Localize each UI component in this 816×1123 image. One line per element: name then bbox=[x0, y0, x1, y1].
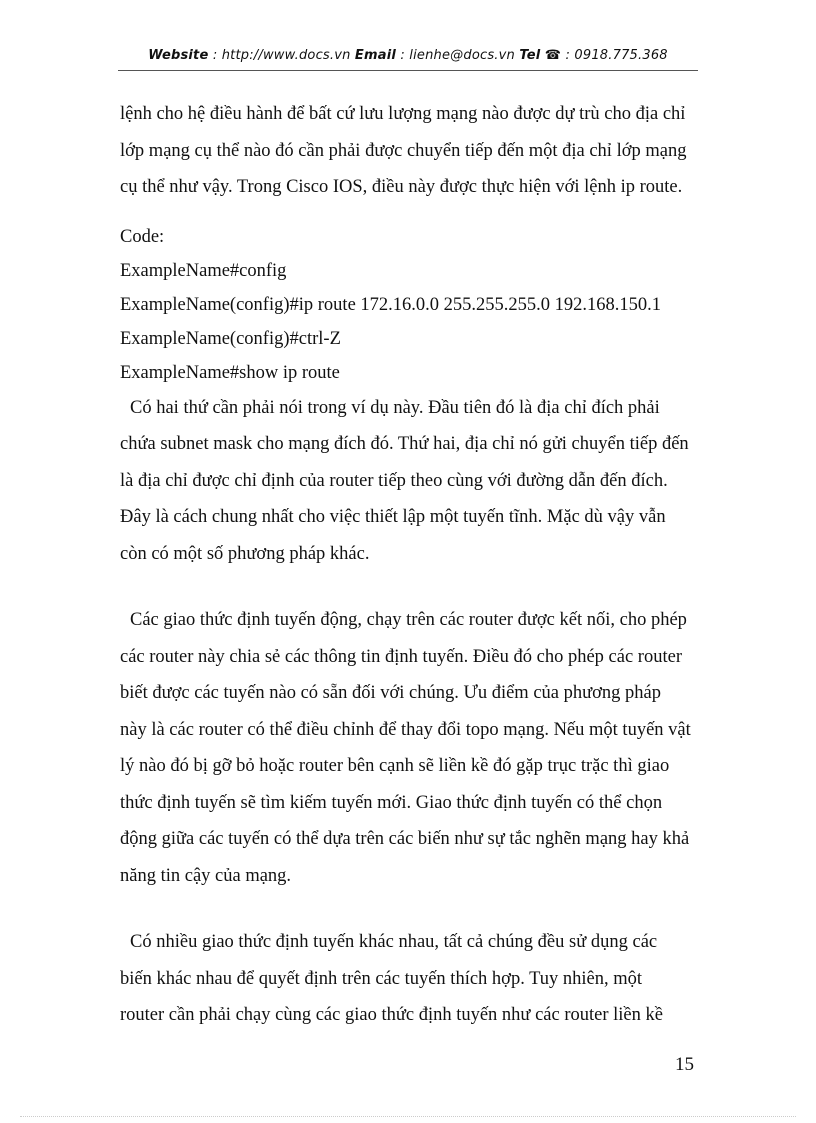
text-line: này là các router có thể điều chỉnh để thay đổi topo mạng. Nếu một tuyến vật bbox=[120, 719, 691, 740]
text-line: biết được các tuyến nào có sẵn đối với chúng. Ưu điểm của phương pháp bbox=[120, 683, 662, 703]
text-line: lệnh cho hệ điều hành để bất cứ lưu lượng mạng nào được dự trù cho địa chỉ bbox=[120, 104, 686, 124]
text-line: còn có một số phương pháp khác. bbox=[120, 543, 370, 564]
text-line: Các giao thức định tuyến động, chạy trên các router được kết nối, cho phép bbox=[130, 610, 687, 630]
paragraph-1 bbox=[120, 96, 700, 206]
text-line: lý nào đó bị gỡ bỏ hoặc router bên cạnh sẽ liền kề đó gặp trục trặc thì giao bbox=[120, 756, 670, 776]
tel-value: : 0918.775.368 bbox=[561, 48, 668, 63]
code-line: ExampleName(config)#ctrl-Z bbox=[120, 328, 341, 349]
text-line: router cần phải chạy cùng các giao thức định tuyến như các router liền kề bbox=[120, 1005, 663, 1025]
email-label: Email bbox=[354, 48, 397, 63]
code-line: Code: bbox=[120, 226, 165, 247]
text-line: Đây là cách chung nhất cho việc thiết lập một tuyến tĩnh. Mặc dù vậy vẫn bbox=[120, 507, 666, 527]
text-line: các router này chia sẻ các thông tin định tuyến. Điều đó cho phép các router bbox=[120, 646, 682, 667]
email-value: : lienhe@docs.vn bbox=[396, 48, 520, 63]
paragraph-2 bbox=[120, 390, 700, 573]
code-line: ExampleName(config)#ip route 172.16.0.0 255.255.255.0 192.168.150.1 bbox=[120, 294, 662, 315]
text-line: động giữa các tuyến có thể dựa trên các biến như sự tắc nghẽn mạng hay khả bbox=[120, 829, 690, 849]
code-line: ExampleName#config bbox=[120, 260, 287, 281]
tel-label: Tel bbox=[519, 48, 541, 63]
page-number: 15 bbox=[675, 1054, 694, 1075]
text-line: biến khác nhau để quyết định trên các tuyến thích hợp. Tuy nhiên, một bbox=[120, 968, 643, 989]
page-header bbox=[118, 48, 698, 63]
text-line: lớp mạng cụ thể nào đó cần phải được chuyển tiếp đến một địa chỉ lớp mạng bbox=[120, 140, 687, 161]
text-line: năng tin cậy của mạng. bbox=[120, 865, 292, 886]
text-line: chứa subnet mask cho mạng đích đó. Thứ hai, địa chỉ nó gửi chuyển tiếp đến bbox=[120, 434, 689, 454]
text-line: Có nhiều giao thức định tuyến khác nhau, tất cả chúng đều sử dụng các bbox=[130, 932, 658, 952]
text-line: cụ thể như vậy. Trong Cisco IOS, điều này được thực hiện với lệnh ip route. bbox=[120, 177, 683, 197]
text-line: là địa chỉ được chỉ định của router tiếp theo cùng với đường dẫn đến đích. bbox=[120, 470, 668, 491]
paragraph-4 bbox=[120, 924, 700, 1034]
code-line: ExampleName#show ip route bbox=[120, 362, 340, 383]
text-line: thức định tuyến sẽ tìm kiếm tuyến mới. Giao thức định tuyến có thể chọn bbox=[120, 792, 663, 813]
website-label: Website bbox=[148, 48, 209, 63]
website-value: : http://www.docs.vn bbox=[208, 48, 355, 63]
paragraph-3 bbox=[120, 602, 700, 894]
header-divider bbox=[118, 70, 698, 71]
page-bottom-edge bbox=[20, 1116, 796, 1117]
document-body bbox=[120, 96, 700, 1034]
code-block bbox=[120, 220, 700, 390]
phone-icon: ☎ bbox=[544, 48, 562, 63]
text-line: Có hai thứ cần phải nói trong ví dụ này. Đầu tiên đó là địa chỉ đích phải bbox=[130, 397, 660, 418]
